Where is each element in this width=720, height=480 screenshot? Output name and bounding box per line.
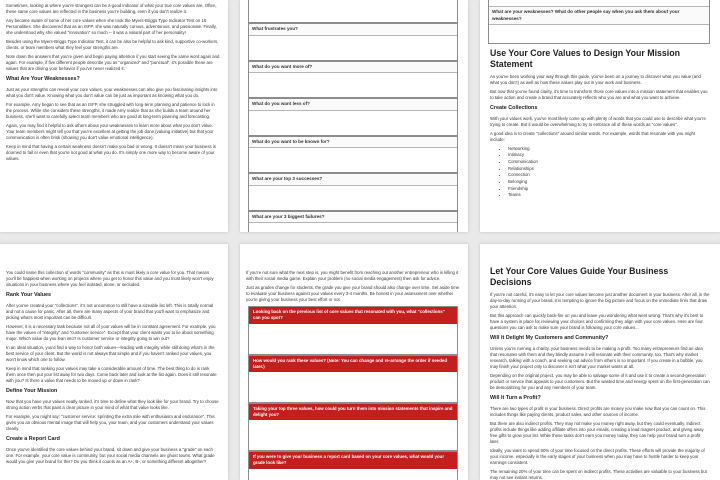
list-item: • Teams — [508, 192, 710, 199]
worksheet-box — [248, 23, 458, 61]
answer-area[interactable] — [249, 324, 457, 354]
section-heading: Will It Turn a Profit? — [490, 395, 541, 402]
worksheet-question: What are your 3 biggest failures? — [249, 212, 457, 224]
section-heading: Define Your Mission — [6, 388, 58, 395]
document-page-6 — [480, 244, 720, 480]
paragraph: But there are also indirect profits. They may not make you money right away, but they could eventually. Indirect profits include things like adding affiliate offers into your emails, creating a lead magnet product, and giving away free gifts to grow your list. While these tasks don't earn you money today, they can help your brand turn a profit later. — [490, 421, 704, 445]
paragraph: The remaining 20% of your time can be spent on indirect profits. These activities are valuable to your business but may not see instant returns. — [490, 469, 707, 480]
list-item: • Intimacy — [508, 152, 710, 159]
paragraph: Once you've identified the core values behind your brand, sit down and give your business a "grade" on each one. For example, your core value is community, but your social media channels are ghost towns. What grade would you give your brand for this? Do you think it counts as an A+, B-, or something different altogether? — [6, 447, 215, 465]
paragraph: For example, Amy began to see that as an ISFP, she struggled with long-term planning and patience to lock in the process. While she considers these strengths, it made Amy realize that as she builds a team around her business, she'll want to carefully select team members who are good at long-term planning and forecasting. — [6, 101, 215, 120]
answer-area[interactable] — [249, 372, 457, 402]
paragraph: There are two types of profit in your business. Direct profits are money you make now that you can count on. This includes things like paying clients, product sales, and other sources of income. — [490, 406, 706, 418]
paragraph: But this approach can quickly back-fire on you and leave you wondering what went wrong. That's why it's best to have a system in place for reviewing your choices and confirming they align with your core values. Here are four questions you can ask to make sure your brand is following your core values... — [490, 313, 704, 331]
worksheet-box — [248, 136, 458, 174]
paragraph: Unless you're running a charity, your business needs to be making a profit. Too many entrepreneurs find an idea that resonates with them and they blindly assume it will resonate with their community, too. That's why market research, talking with a coach, and seeking out advice from others is so important. If you create in a bubble, you may finish your project only to discover it isn't what your market wants at all. — [490, 346, 703, 370]
worksheet-question: What are your top 3 successes? — [249, 174, 457, 186]
worksheet-box — [488, 0, 710, 44]
paragraph: As you've been working your way through this guide, you've been on a journey to discover what you value (and what you don't) as well as how these values play out in your work and business. — [490, 74, 701, 86]
paragraph: Again, you may find it helpful to ask others about your weaknesses to learn more about what you don't value. Your team members might tell you that you're excellent at getting the job done (valuing initiative) but that your communication is often brisk (showing you don't value emotional intelligence). — [6, 123, 214, 141]
paragraph: If you're not careful, it's easy to let your core values become just another document in your business. After all, in the day-to-day running of your brand, it is tempting to ignore the big picture and focus on the immediate fires that draw your attention. — [490, 291, 710, 310]
worksheet-box — [248, 61, 458, 99]
worksheet-box — [248, 306, 458, 354]
paragraph: However, it is a necessary task because not all of your values will be in constant agreement. For example, you have the values of "integrity" and "customer service". Except that your client wants you to lie about something major. Which value do you lean into? Is customer service or integrity going to win out? — [6, 324, 216, 342]
worksheet-box — [248, 211, 458, 232]
document-page-3 — [480, 0, 720, 232]
paragraph: Just as grades change for students, the grade you give your brand should also change over time. Set aside time to evaluate your business against your values every 3-4 months. Be honest in your assessment over whether you're giving your business your best effort or not. — [246, 284, 460, 303]
section-title: Let Your Core Values Guide Your Business Decisions — [490, 266, 669, 287]
answer-area[interactable] — [489, 25, 709, 43]
answer-area[interactable] — [249, 186, 457, 210]
section-heading: Will It Delight My Customers and Community? — [490, 335, 609, 342]
section-heading: Rank Your Values — [6, 292, 52, 299]
section-title: Use Your Core Values to Design Your Mission Statement — [490, 48, 680, 70]
answer-area[interactable] — [249, 0, 457, 22]
paragraph: Any became aware of some of her core values when she took the Myers-Briggs Type Indicator Test on 16 Personalities. She discovered that as an ISFP, she was naturally curious, adventurous, and passionate. Finally, she understood why she valued "innovation" so much -- it was a natural part of her personality! — [6, 17, 217, 36]
worksheet-question: What do you want to be known for? — [249, 137, 457, 149]
worksheet-box — [248, 173, 458, 211]
answer-area[interactable] — [249, 111, 457, 135]
worksheet-question: What are your weaknesses? What do other people say when you ask them about your weaknesses? — [489, 6, 709, 25]
list-item: • Communication — [508, 159, 710, 166]
paragraph: You could name this collection of words "community" as this is most likely a core value for you. That means you'll be happiest when working on projects where you get to honor this value and you most likely won't enjoy situations in your business where you feel isolated, alone, or secluded. — [6, 270, 214, 288]
paragraph: But now that you've found clarity, it's time to transform those core values into a mission statement that enables you to take action and create a brand that accurately reflects who you are and what you want to achieve. — [490, 88, 708, 101]
worksheet-box — [248, 0, 458, 23]
section-heading: Create a Report Card — [6, 436, 60, 443]
answer-area[interactable] — [249, 469, 457, 480]
worksheet-box — [248, 355, 458, 403]
worksheet-question: What frustrates you? — [249, 24, 457, 36]
paragraph: If you're not sure what the next step is, you might benefit from reaching out another entrepreneur who is killing it with their social media game. Explain your problem (no social media engagement) then ask for advice. — [246, 270, 459, 282]
paragraph: In an ideal situation, you'd find a way to honor both values—leading with integrity while still doing what's in the best service of your client. But the world is not always that simple and if you haven't ranked your values, you won't know which one to follow. — [6, 345, 215, 363]
list-item: • Friendship — [508, 186, 710, 193]
worksheet-question: If you were to give your business a report card based on your core values, what would your grade look like? — [249, 452, 457, 468]
bullet-list — [508, 146, 710, 199]
document-page-4 — [0, 244, 228, 480]
document-page-5 — [240, 244, 468, 480]
paragraph: With your values work, you've most likely come up with plenty of words that you could use to describe what you're trying to create. But it would be overwhelming to try to embrace all of these words as "core values". — [490, 115, 706, 127]
paragraph: Now that you have your values neatly ranked, it's time to define what they look like for your brand. Try to choose strong action verbs that paint a clear picture in your mind of what that value looks like. — [6, 399, 219, 411]
worksheet-question: Looking back on the previous list of core values that resonated with you, what "collections" can you spot? — [249, 307, 457, 323]
paragraph: Note down the answers that you're given and begin paying attention if you start seeing the same word again and again. For example, if five different people describe you as "organized" and "punctual", it's possible these are values that are driving your behavior if you've never realized it. — [6, 54, 220, 72]
worksheet-box — [248, 98, 458, 136]
answer-area[interactable] — [249, 223, 457, 232]
paragraph: Sometimes, looking at where you're strongest can be a good indicator of what your true core values are. Often, these same core values are reflected in the business you're building, even if you don't realize it. — [6, 3, 217, 15]
list-item: • Belonging — [508, 179, 710, 186]
section-heading: What Are Your Weaknesses? — [6, 76, 80, 83]
answer-area[interactable] — [249, 420, 457, 450]
worksheet-box — [248, 451, 458, 480]
worksheet-question: What do you want more of? — [249, 62, 457, 74]
paragraph: Keep in mind that having a certain weakness doesn't make you bad or wrong. It doesn't mean your business is doomed to fail or even that you're not good at what you do. It's simply one more way to become aware of your values. — [6, 144, 216, 162]
paragraph: Besides using the Myers-Briggs Type Indicator Test, it can be also be helpful to ask kind, supportive co-workers, clients, or team members what they feel your strengths are. — [6, 39, 219, 51]
paragraph: For example, you might say: "customer service: sprinting the extra mile with enthusiasm and endurance". This gives you an obvious mental image that will help you, your team, and your customers understand your values clearly. — [6, 414, 215, 432]
paragraph: Depending on the original project, you may be able to salvage some of it and use it to create a second-generation product or service that appeals to your customers. But the wasted time and energy spent on the first-generation can be demoralizing for you and any members of your team. — [490, 373, 710, 391]
answer-area[interactable] — [249, 148, 457, 172]
answer-area[interactable] — [249, 36, 457, 60]
worksheet-question: What do you want less of? — [249, 99, 457, 111]
worksheet-question: Taking your top three values, how could you turn them into mission statements that inspire and delight you? — [249, 404, 457, 420]
document-page-2 — [240, 0, 468, 232]
answer-area[interactable] — [249, 73, 457, 97]
list-item: • Relationships — [508, 166, 710, 173]
worksheet-box — [248, 403, 458, 451]
list-item: • Networking — [508, 146, 710, 153]
section-heading: Create Collections — [490, 105, 538, 112]
paragraph: A good idea is to create "collections" around similar words. For example, words that resonate with you might include: — [490, 130, 696, 142]
paragraph: After you've created your "collections", it's not uncommon to still have a sizeable list left. This is totally normal and not a cause for panic. After all, there are many aspects of your brand that you'll want to emphasize and picking what's most important can be difficult. — [6, 302, 214, 321]
paragraph: Just as your strengths can reveal your core values, your weaknesses can also give you fascinating insights into what you don't value. Knowing what you don't value can be just as important as knowing what you do. — [6, 87, 218, 99]
list-item: • Connection — [508, 172, 710, 179]
paragraph: Keep in mind that ranking your values may take a considerable amount of time. The best thing to do is rank them once then put your list away for two days. Come back later and look at the list again. Does it still resonate with you? Is there a value that needs to be moved up or down in rank? — [6, 366, 217, 384]
document-page-1 — [0, 0, 228, 232]
worksheet-question: How would you rank these values? (Note: You can change and re-arrange the order if needed later.) — [249, 356, 457, 372]
paragraph: Ideally, you want to spend 80% of your time focused on the direct profits. These efforts will provide the majority of your income, especially in the early stages of your business when you may have to hustle harder to keep your earnings consistent. — [490, 448, 705, 466]
